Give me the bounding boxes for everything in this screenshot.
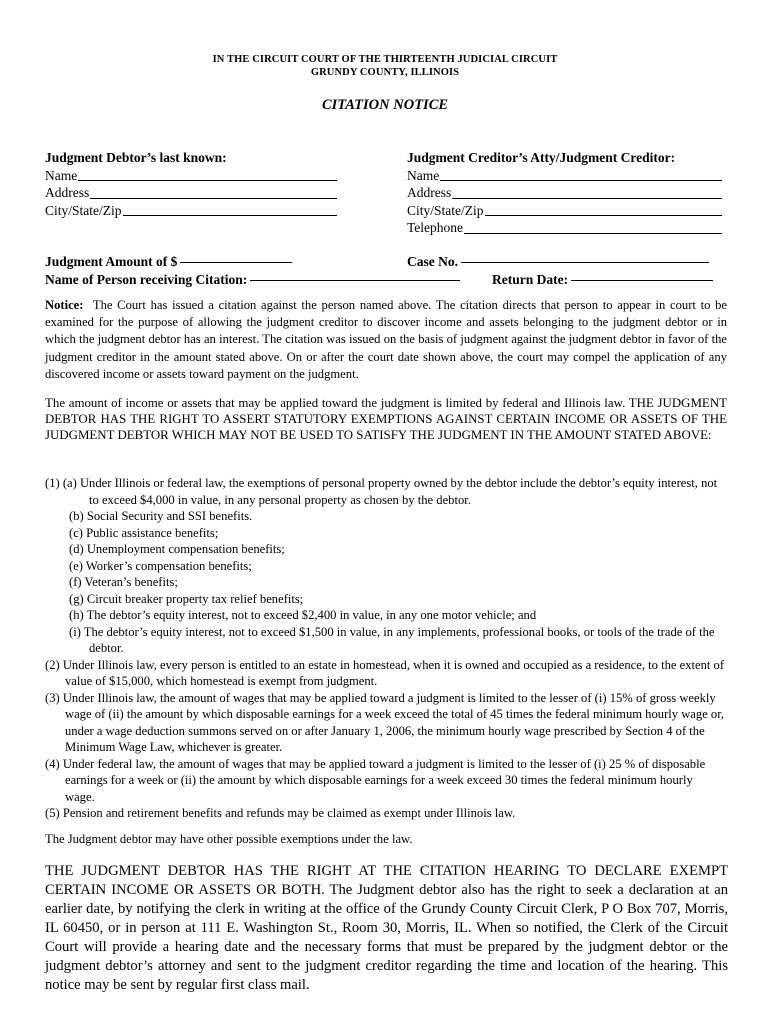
creditor-city-field[interactable] bbox=[485, 203, 723, 216]
exemption-1b: (b) Social Security and SSI benefits. bbox=[69, 509, 253, 523]
debtor-address-field[interactable] bbox=[90, 186, 337, 199]
limit-paragraph bbox=[45, 395, 727, 444]
exemptions-list bbox=[45, 475, 725, 822]
person-receiving-row bbox=[45, 268, 460, 288]
creditor-address-label: Address bbox=[407, 185, 452, 200]
creditor-heading: Judgment Creditor’s Atty/Judgment Creditor: bbox=[407, 150, 676, 165]
debtor-name-label: Name bbox=[45, 167, 78, 183]
debtor-address-label: Address bbox=[45, 185, 90, 200]
debtor-heading: Judgment Debtor’s last known: bbox=[45, 150, 227, 165]
creditor-name-label: Name bbox=[407, 167, 440, 183]
exemption-2: (2) Under Illinois law, every person is entitled to an estate in homestead, when it is owned and occupied as a residence, to the extent of value of $15,000, which homestead is exempt from judgment. bbox=[45, 657, 725, 688]
exemption-1e: (e) Worker’s compensation benefits; bbox=[69, 558, 252, 573]
exemption-1i: (i) The debtor’s equity interest, not to exceed $1,500 in value, in any implements, professional books, or tools of the trade of the debtor. bbox=[69, 624, 715, 655]
creditor-telephone-field[interactable] bbox=[464, 221, 722, 234]
exemption-1d: (d) Unemployment compensation benefits; bbox=[69, 542, 285, 556]
notice-label: Notice: bbox=[45, 298, 84, 312]
debtor-name-row bbox=[45, 167, 337, 185]
judgment-amount-field[interactable] bbox=[180, 250, 292, 263]
judgment-amount-label: Judgment Amount of $ bbox=[45, 254, 178, 269]
exemption-5: (5) Pension and retirement benefits and refunds may be claimed as exempt under Illinois law. bbox=[45, 806, 516, 820]
notice-text: The Court has issued a citation against the person named above. The citation directs that person to appear in court to be examined for the purpose of allowing the judgment creditor to discover income and assets belonging to the judgment debtor or in which the judgment debtor has an interest. The citation was issued on the basis of judgment against the judgment debtor in favor of the judgment creditor in the amount stated above. On or after the court date shown above, the court may compel the application of any discovered income or assets toward payment on the judgment. bbox=[45, 298, 727, 381]
exemption-3: (3) Under Illinois law, the amount of wages that may be applied toward a judgment is limited to the lesser of (i) 15% of gross weekly wage of (ii) the amount by which disposable earnings for a week exceed the total of 45 times the federal minimum hourly wage or, under a wage deduction summons served on or after January 1, 2006, the minimum hourly wage prescribed by Section 4 of the Minimum Wage Law, whichever is greater. bbox=[45, 690, 725, 754]
exemption-1f: (f) Veteran’s benefits; bbox=[69, 575, 178, 589]
final-paragraph: THE JUDGMENT DEBTOR HAS THE RIGHT AT THE CITATION HEARING TO DECLARE EXEMPT CERTAIN INCOME OR ASSETS OR BOTH. The Judgment debtor also has the right to seek a declaration at an earlier date, by notifying the clerk in writing at the office of the Grundy County Circuit Clerk, P O Box 707, Morris, IL 60450, or in person at 111 E. Washington St., Room 30, Morris, IL. When so notified, the Clerk of the Circuit Court will provide a hearing date and the necessary forms that must be prepared by the judgment debtor or the judgment debtor’s attorney and sent to the judgment creditor regarding the time and location of the hearing. This notice may be sent by regular first class mail. bbox=[45, 863, 728, 993]
return-date-row bbox=[492, 268, 713, 288]
return-date-label: Return Date: bbox=[492, 272, 569, 287]
person-receiving-field[interactable] bbox=[250, 268, 460, 281]
creditor-city-label: City/State/Zip bbox=[407, 202, 484, 218]
debtor-city-label: City/State/Zip bbox=[45, 202, 122, 218]
creditor-telephone-label: Telephone bbox=[407, 220, 464, 235]
creditor-block bbox=[407, 149, 722, 237]
case-no-field[interactable] bbox=[461, 250, 709, 263]
court-name: IN THE CIRCUIT COURT OF THE THIRTEENTH JUDICIAL CIRCUIT bbox=[212, 54, 558, 65]
county-name: GRUNDY COUNTY, ILLINOIS bbox=[310, 67, 460, 78]
debtor-city-row bbox=[45, 202, 337, 220]
limit-text-lead: The amount of income or assets that may be applied toward the judgment is limited by federal and Illinois law. THE bbox=[45, 396, 654, 410]
creditor-city-row bbox=[407, 202, 722, 220]
notice-paragraph bbox=[45, 297, 727, 383]
creditor-telephone-row bbox=[407, 219, 722, 237]
debtor-address-row bbox=[45, 184, 337, 202]
debtor-city-field[interactable] bbox=[123, 203, 338, 216]
judgment-amount-row bbox=[45, 250, 292, 270]
exemption-1a: (1) (a) Under Illinois or federal law, the exemptions of personal property owned by the debtor include the debtor’s equity interest, not to exceed $4,000 in value, in any personal property as chosen by the debtor. bbox=[45, 476, 718, 507]
creditor-address-field[interactable] bbox=[452, 186, 722, 199]
case-no-label: Case No. bbox=[407, 254, 458, 269]
exemption-1g: (g) Circuit breaker property tax relief benefits; bbox=[69, 591, 304, 606]
other-exemptions-text: The Judgment debtor may have other possible exemptions under the law. bbox=[45, 832, 413, 846]
person-receiving-label: Name of Person receiving Citation: bbox=[45, 272, 248, 287]
creditor-address-row bbox=[407, 184, 722, 202]
exemption-4: (4) Under federal law, the amount of wages that may be applied toward a judgment is limited to the lesser of (i) 25 % of disposable earnings for a week or (ii) the amount by which disposable earnings for a week exceed 30 times the federal minimum hourly wage. bbox=[45, 756, 706, 804]
exemption-1c: (c) Public assistance benefits; bbox=[69, 525, 219, 540]
debtor-block bbox=[45, 149, 337, 219]
page-title: CITATION NOTICE bbox=[321, 97, 449, 113]
exemption-1h: (h) The debtor’s equity interest, not to exceed $2,400 in value, in any one motor vehicle; and bbox=[69, 608, 537, 622]
debtor-name-field[interactable] bbox=[78, 168, 337, 181]
case-no-row bbox=[407, 250, 709, 270]
creditor-name-field[interactable] bbox=[440, 168, 722, 181]
return-date-field[interactable] bbox=[571, 268, 713, 281]
creditor-name-row bbox=[407, 167, 722, 185]
limit-text-caps: JUDGMENT DEBTOR HAS THE RIGHT TO ASSERT STATUTORY EXEMPTIONS AGAINST CERTAIN INCOME OR ASSETS OF THE JUDGMENT DEBTOR WHICH MAY NOT BE USED TO SATISFY THE JUDGMENT IN THE AMOUNT STATED ABOVE: bbox=[45, 396, 727, 443]
